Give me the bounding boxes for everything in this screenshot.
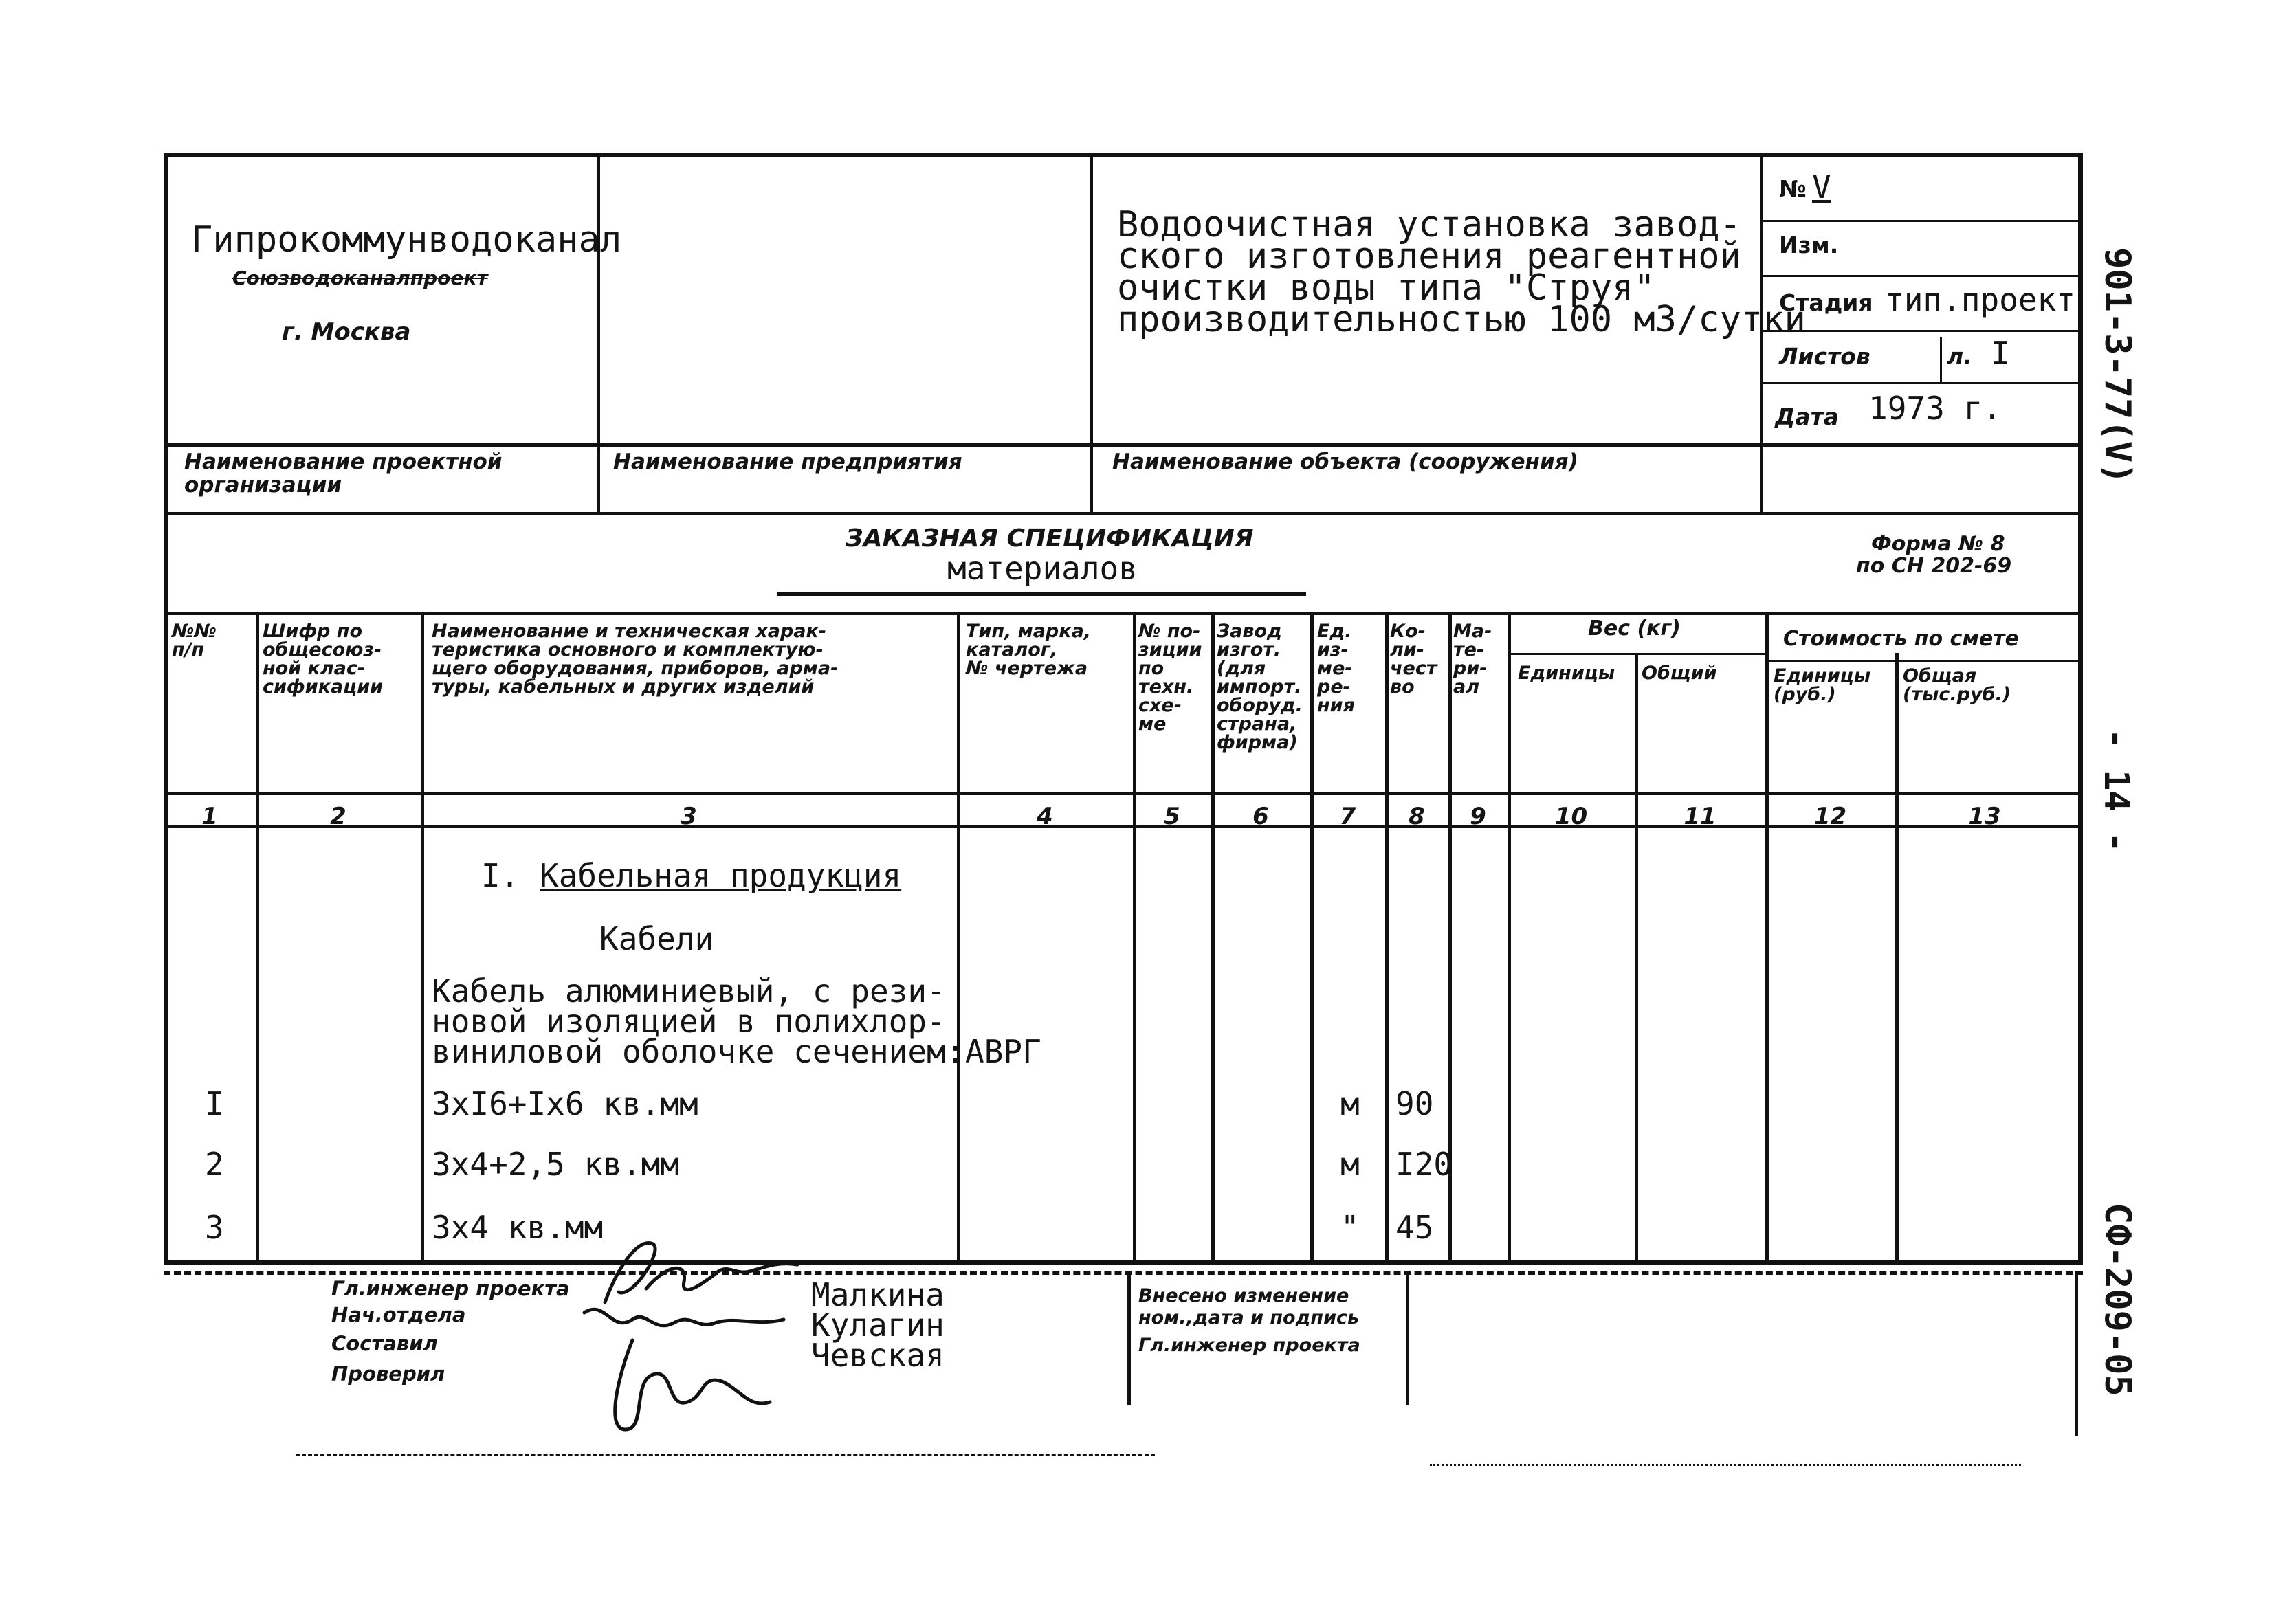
col-header-number: №№ п/п <box>172 621 217 660</box>
col-number: 3 <box>681 803 697 830</box>
col-line <box>1310 612 1314 1265</box>
col-line <box>1635 653 1638 1265</box>
colnum-top-line <box>164 792 2083 795</box>
col-header-position: № по- зиции по техн. схе- ме <box>1138 621 1202 735</box>
info-line <box>1760 330 2083 332</box>
form-standard: по СН 202-69 <box>1856 554 2012 578</box>
title-block-bottom-line <box>164 512 2083 515</box>
title-col-divider-2 <box>1090 153 1093 513</box>
cost-subheader-line <box>1765 660 2083 662</box>
weight-subheader-line <box>1508 653 1765 655</box>
changes-box-right <box>1406 1271 1409 1405</box>
row-2-number: 2 <box>205 1146 224 1183</box>
cable-desc-line-2: новой изоляцией в полихлор- <box>432 1003 946 1040</box>
col-number: 11 <box>1684 803 1716 830</box>
table-header-top <box>164 612 2083 615</box>
stage-value: тип.проект <box>1885 281 2075 318</box>
col-header-weight-total: Общий <box>1642 663 1717 684</box>
sign-role-1: Гл.инженер проекта <box>331 1277 570 1300</box>
sign-area-bottom <box>1430 1464 2021 1466</box>
col-line <box>1211 612 1215 1265</box>
stage-label: Стадия <box>1779 289 1873 316</box>
object-title-line-4: производительностью 100 м3/сутки <box>1117 299 1806 340</box>
changes-line-3: Гл.инженер проекта <box>1138 1335 1360 1356</box>
org-name: Гипрокоммунводоканал <box>191 219 622 260</box>
object-title-line-3: очистки воды типа "Струя" <box>1117 267 1655 309</box>
col-line <box>1508 612 1511 1265</box>
sign-role-2: Нач.отдела <box>331 1303 466 1326</box>
handwritten-signature-3 <box>591 1333 784 1443</box>
row-3-unit: " <box>1340 1209 1360 1246</box>
row-1-qty: 90 <box>1395 1085 1434 1122</box>
col-line <box>1765 612 1769 1265</box>
form-number: Форма № 8 <box>1871 532 2005 556</box>
col-header-weight: Вес (кг) <box>1588 616 1681 641</box>
col-header-cost: Стоимость по смете <box>1783 627 2019 651</box>
changes-line-2: ном.,дата и подпись <box>1138 1307 1360 1328</box>
no-label: № <box>1779 175 1807 202</box>
col-line <box>1895 653 1899 1265</box>
subsection-title: Кабели <box>599 920 714 957</box>
section-number: I. <box>481 857 520 894</box>
object-title-line-2: ского изготовления реагентной <box>1117 236 1741 277</box>
spec-heading-line-2: материалов <box>947 550 1138 587</box>
changes-line-1: Внесено изменение <box>1138 1285 1349 1306</box>
cable-desc-line-3: виниловой оболочке сечением: <box>432 1033 965 1070</box>
date-value: 1973 г. <box>1868 390 2002 427</box>
col-number: 6 <box>1252 803 1269 830</box>
info-line <box>1760 220 2083 222</box>
info-line <box>1760 382 2083 384</box>
row-2-name: 3х4+2,5 кв.мм <box>432 1146 680 1183</box>
sign-area-bottom <box>296 1454 1155 1456</box>
col-number: 1 <box>201 803 218 830</box>
spec-heading-line-1: ЗАКАЗНАЯ СПЕЦИФИКАЦИЯ <box>846 524 1254 553</box>
sheet-value: I <box>1991 335 2010 372</box>
side-page-number: - 14 - <box>2097 728 2137 853</box>
izm-label: Изм. <box>1779 232 1839 258</box>
row-2-qty: I20 <box>1395 1146 1453 1183</box>
sign-name-2: Кулагин <box>811 1306 945 1344</box>
caption-org-line-2: организации <box>184 473 342 498</box>
signature-top-line <box>164 1271 2083 1275</box>
sheets-label: Листов <box>1779 343 1870 370</box>
changes-box-left <box>1127 1271 1131 1405</box>
row-1-number: I <box>205 1085 224 1122</box>
row-3-number: 3 <box>205 1209 224 1246</box>
col-header-quantity: Ко- ли- чест во <box>1390 621 1437 698</box>
col-header-manufacturer: Завод изгот. (для импорт. оборуд. страна, фирма) <box>1217 621 1303 753</box>
col-number: 4 <box>1037 803 1053 830</box>
title-col-divider-1 <box>597 153 600 513</box>
col-number: 2 <box>330 803 346 830</box>
row-3-name: 3х4 кв.мм <box>432 1209 604 1246</box>
col-number: 10 <box>1554 803 1588 830</box>
heading-underline <box>777 592 1306 596</box>
section-title: Кабельная продукция <box>540 857 902 894</box>
row-1-unit: м <box>1340 1085 1360 1122</box>
col-header-cost-unit: Единицы (руб.) <box>1774 665 1871 705</box>
col-number: 13 <box>1968 803 2001 830</box>
col-line <box>957 612 960 1265</box>
sheet-label: л. <box>1947 343 1972 370</box>
col-line <box>1133 612 1136 1265</box>
sign-role-4: Проверил <box>331 1362 445 1386</box>
row-1-name: 3хI6+Iх6 кв.мм <box>432 1085 698 1122</box>
col-number: 5 <box>1164 803 1180 830</box>
col-header-name: Наименование и техническая харак- теристика основного и комплектую- щего оборудования, приборов, арма- туры, кабельных и других изделий <box>432 621 839 698</box>
info-line <box>1940 337 1942 382</box>
cable-desc-line-1: Кабель алюминиевый, с рези- <box>432 972 946 1010</box>
cable-type: АВРГ <box>965 1033 1041 1070</box>
caption-object: Наименование объекта (сооружения) <box>1112 449 1578 474</box>
col-header-type: Тип, марка, каталог, № чертежа <box>966 621 1092 679</box>
col-header-cost-total: Общая (тыс.руб.) <box>1903 665 2011 705</box>
col-header-unit: Ед. из- ме- ре- ния <box>1317 621 1355 716</box>
info-line <box>1760 275 2083 277</box>
row-3-qty: 45 <box>1395 1209 1434 1246</box>
sign-role-3: Составил <box>331 1332 438 1355</box>
no-value: V <box>1812 168 1831 205</box>
sign-area-right <box>2075 1271 2078 1436</box>
col-header-weight-unit: Единицы <box>1518 663 1615 684</box>
col-line <box>1385 612 1389 1265</box>
col-number: 8 <box>1409 803 1425 830</box>
date-label: Дата <box>1775 403 1840 430</box>
col-number: 12 <box>1813 803 1847 830</box>
col-number: 7 <box>1339 803 1356 830</box>
col-line <box>421 612 424 1265</box>
caption-org-line-1: Наименование проектной <box>184 449 503 474</box>
title-block-divider <box>164 443 2083 447</box>
side-code-top: 901-3-77(V) <box>2097 247 2138 485</box>
org-struck-name: Союзводоканалпроект <box>232 267 488 289</box>
col-number: 9 <box>1470 803 1486 830</box>
caption-enterprise: Наименование предприятия <box>613 449 962 474</box>
col-line <box>256 612 259 1265</box>
col-header-classifier: Шифр по общесоюз- ной клас- сификации <box>263 621 384 698</box>
side-code-bottom: СФ-209-05 <box>2097 1203 2138 1397</box>
sign-name-1: Малкина <box>811 1276 945 1313</box>
org-city: г. Москва <box>282 318 411 346</box>
row-2-unit: м <box>1340 1146 1360 1183</box>
col-header-material: Ма- те- ри- ал <box>1453 621 1492 698</box>
object-title-line-1: Водоочистная установка завод- <box>1117 204 1741 245</box>
sign-name-3: Чевская <box>811 1337 945 1374</box>
